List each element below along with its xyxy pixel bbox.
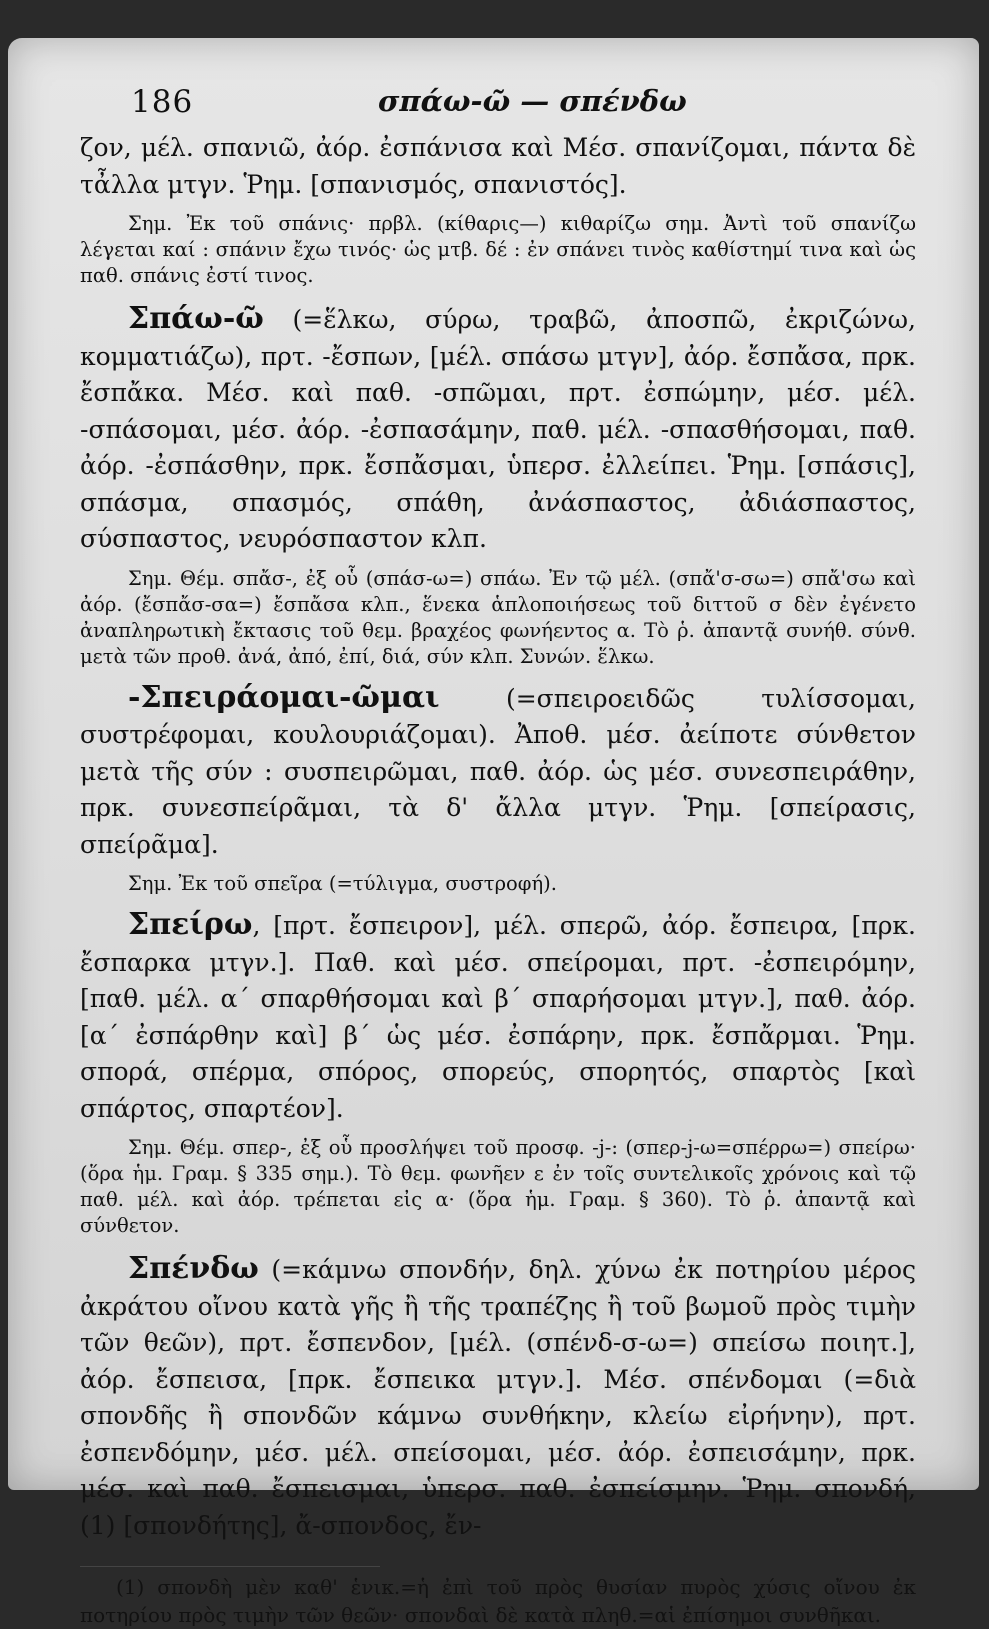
dictionary-page [8,38,979,1627]
entry-lemma: -Σπειράομαι-ῶμαι [128,679,440,715]
dictionary-entry [80,680,916,864]
dictionary-entry [80,1251,916,1544]
running-head: σπάω-ῶ — σπένδω [378,84,687,118]
footnote-rule [80,1566,380,1567]
dictionary-entry [80,301,916,558]
footnote: (1) σπονδὴ μὲν καθ' ἑνικ.=ἡ ἐπὶ τοῦ πρὸς θυσίαν πυρὸς χύσις οἴνου ἐκ ποτηρίου πρὸς τιμὴν τῶν θεῶν· σπονδαὶ δὲ κατὰ πληθ.=αἱ ἐπίσημοι συνθῆκαι. [80,1575,916,1627]
entry-lemma: Σπάω-ῶ [128,301,264,336]
page-content [80,130,916,1629]
entry-note: Σημ. Θέμ. σπερ-, ἐξ οὗ προσλήψει τοῦ προσφ. -j-: (σπερ-j-ω=σπέρρω=) σπείρω· (ὅρα ἡμ. Γραμ. § 335 σημ.). Τὸ θεμ. φωνῆεν ε ἐν τοῖς συντελικοῖς χρόνοις καὶ τῷ παθ. μέλ. καὶ ἀόρ. τρέπεται εἰς α· (ὅρα ἡμ. Γραμ. § 360). Τὸ ῥ. ἀπαντᾷ καὶ σύνθετον. [80,1136,916,1237]
entry-note: Σημ. Ἐκ τοῦ σπεῖρα (=τύλιγμα, συστροφή). [128,872,557,895]
page-number: 186 [131,84,194,120]
entry-note: Σημ. Θέμ. σπἄσ-, ἐξ οὗ (σπάσ-ω=) σπάω. Ἐν τῷ μέλ. (σπἄ'σ-σω=) σπἄ'σω καὶ ἀόρ. (ἔσπἄσ-σα=) ἔσπἄσα κλπ., ἕνεκα ἁπλοποιήσεως τοῦ διττοῦ σ δὲν ἐγένετο ἀναπληρωτικὴ ἔκτασις τοῦ θεμ. βραχέος φωνήεντος α. Τὸ ῥ. ἀπαντᾷ συνήθ. σύνθ. μετὰ τῶν προθ. ἀνά, ἀπό, ἐπί, διά, σύν κλπ. Συνών. ἕλκω. [80,566,916,668]
entry-body: (=σπειροειδῶς τυλίσσομαι, συστρέφομαι, κουλουριάζομαι). Ἀποθ. μέσ. ἀείποτε σύνθετον μετὰ τῆς σύν : συσπειρῶμαι, παθ. ἀόρ. ὡς μέσ. συνεσπειράθην, πρκ. συνεσπείρᾶμαι, τὰ δ' ἄλλα μτγν. Ῥημ. [σπείρασις, σπείρᾶμα]. [80,683,916,859]
entry-body: (=ἕλκω, σύρω, τραβῶ, ἀποσπῶ, ἐκριζώνω, κομματιάζω), πρτ. -ἔσπων, [μέλ. σπάσω μτγν], ἀόρ. ἔσπἄσα, πρκ. ἔσπἄκα. Μέσ. καὶ παθ. -σπῶμαι, πρτ. ἐσπώμην, μέσ. μέλ. -σπάσομαι, μέσ. ἀόρ. -ἐσπασάμην, παθ. μέλ. -σπασθήσομαι, παθ. ἀόρ. -ἐσπάσθην, πρκ. ἔσπἄσμαι, ὑπερσ. ἐλλείπει. Ῥημ. [σπάσις], σπάσμα, σπασμός, σπάθη, ἀνάσπαστος, ἀδιάσπαστος, σύσπαστος, νευρόσπαστον κλπ. [80,305,916,553]
entry-lemma: Σπένδω [128,1251,259,1286]
entry-body: , [πρτ. ἔσπειρον], μέλ. σπερῶ, ἀόρ. ἔσπειρα, [πρκ. ἔσπαρκα μτγν.]. Παθ. καὶ μέσ. σπείρομαι, πρτ. -ἐσπειρόμην, [παθ. μέλ. α΄ σπαρθήσομαι καὶ β΄ σπαρήσομαι μτγν.], παθ. ἀόρ. [α΄ ἐσπάρθην καὶ] β΄ ὡς μέσ. ἐσπάρην, πρκ. ἔσπἄρμαι. Ῥημ. σπορά, σπέρμα, σπόρος, σπορεύς, σπορητός, σπαρτὸς [καὶ σπάρτος, σπαρτέον]. [80,911,916,1123]
page-header [8,84,979,124]
entry-lemma: Σπείρω [128,907,253,942]
entry-continuation-body: ζον, μέλ. σπανιῶ, ἀόρ. ἐσπάνισα καὶ Μέσ. σπανίζομαι, πάντα δὲ τἆλλα μτγν. Ῥημ. [σπανισμός, σπανιστός]. [80,133,916,199]
dictionary-entry [80,907,916,1127]
entry-note: Σημ. Ἐκ τοῦ σπάνις· πρβλ. (κίθαρις—) κιθαρίζω σημ. Ἀντὶ τοῦ σπανίζω λέγεται καί : σπάνιν ἔχω τινός· ὡς μτβ. δέ : ἐν σπάνει τινὸς καθίστημί τινα καὶ ὡς παθ. σπάνις ἐστί τινος. [80,212,916,287]
entry-body: (=κάμνω σπονδήν, δηλ. χύνω ἐκ ποτηρίου μέρος ἀκράτου οἴνου κατὰ γῆς ἢ τῆς τραπέζης ἢ τοῦ βωμοῦ πρὸς τιμὴν τῶν θεῶν), πρτ. ἔσπενδον, [μέλ. (σπένδ-σ-ω=) σπείσω ποιητ.], ἀόρ. ἔσπεισα, [πρκ. ἔσπεικα μτγν.]. Μέσ. σπένδομαι (=διὰ σπονδῆς ἢ σπονδῶν κάμνω συνθήκην, κλείω εἰρήνην), πρτ. ἐσπενδόμην, μέσ. μέλ. σπείσομαι, μέσ. ἀόρ. ἐσπεισάμην, πρκ. μέσ. καὶ παθ. ἔσπεισμαι, ὑπερσ. παθ. ἐσπείσμην. Ῥημ. σπονδή, (1) [σπονδήτης], ἄ-σπονδος, ἔν- [80,1255,916,1540]
